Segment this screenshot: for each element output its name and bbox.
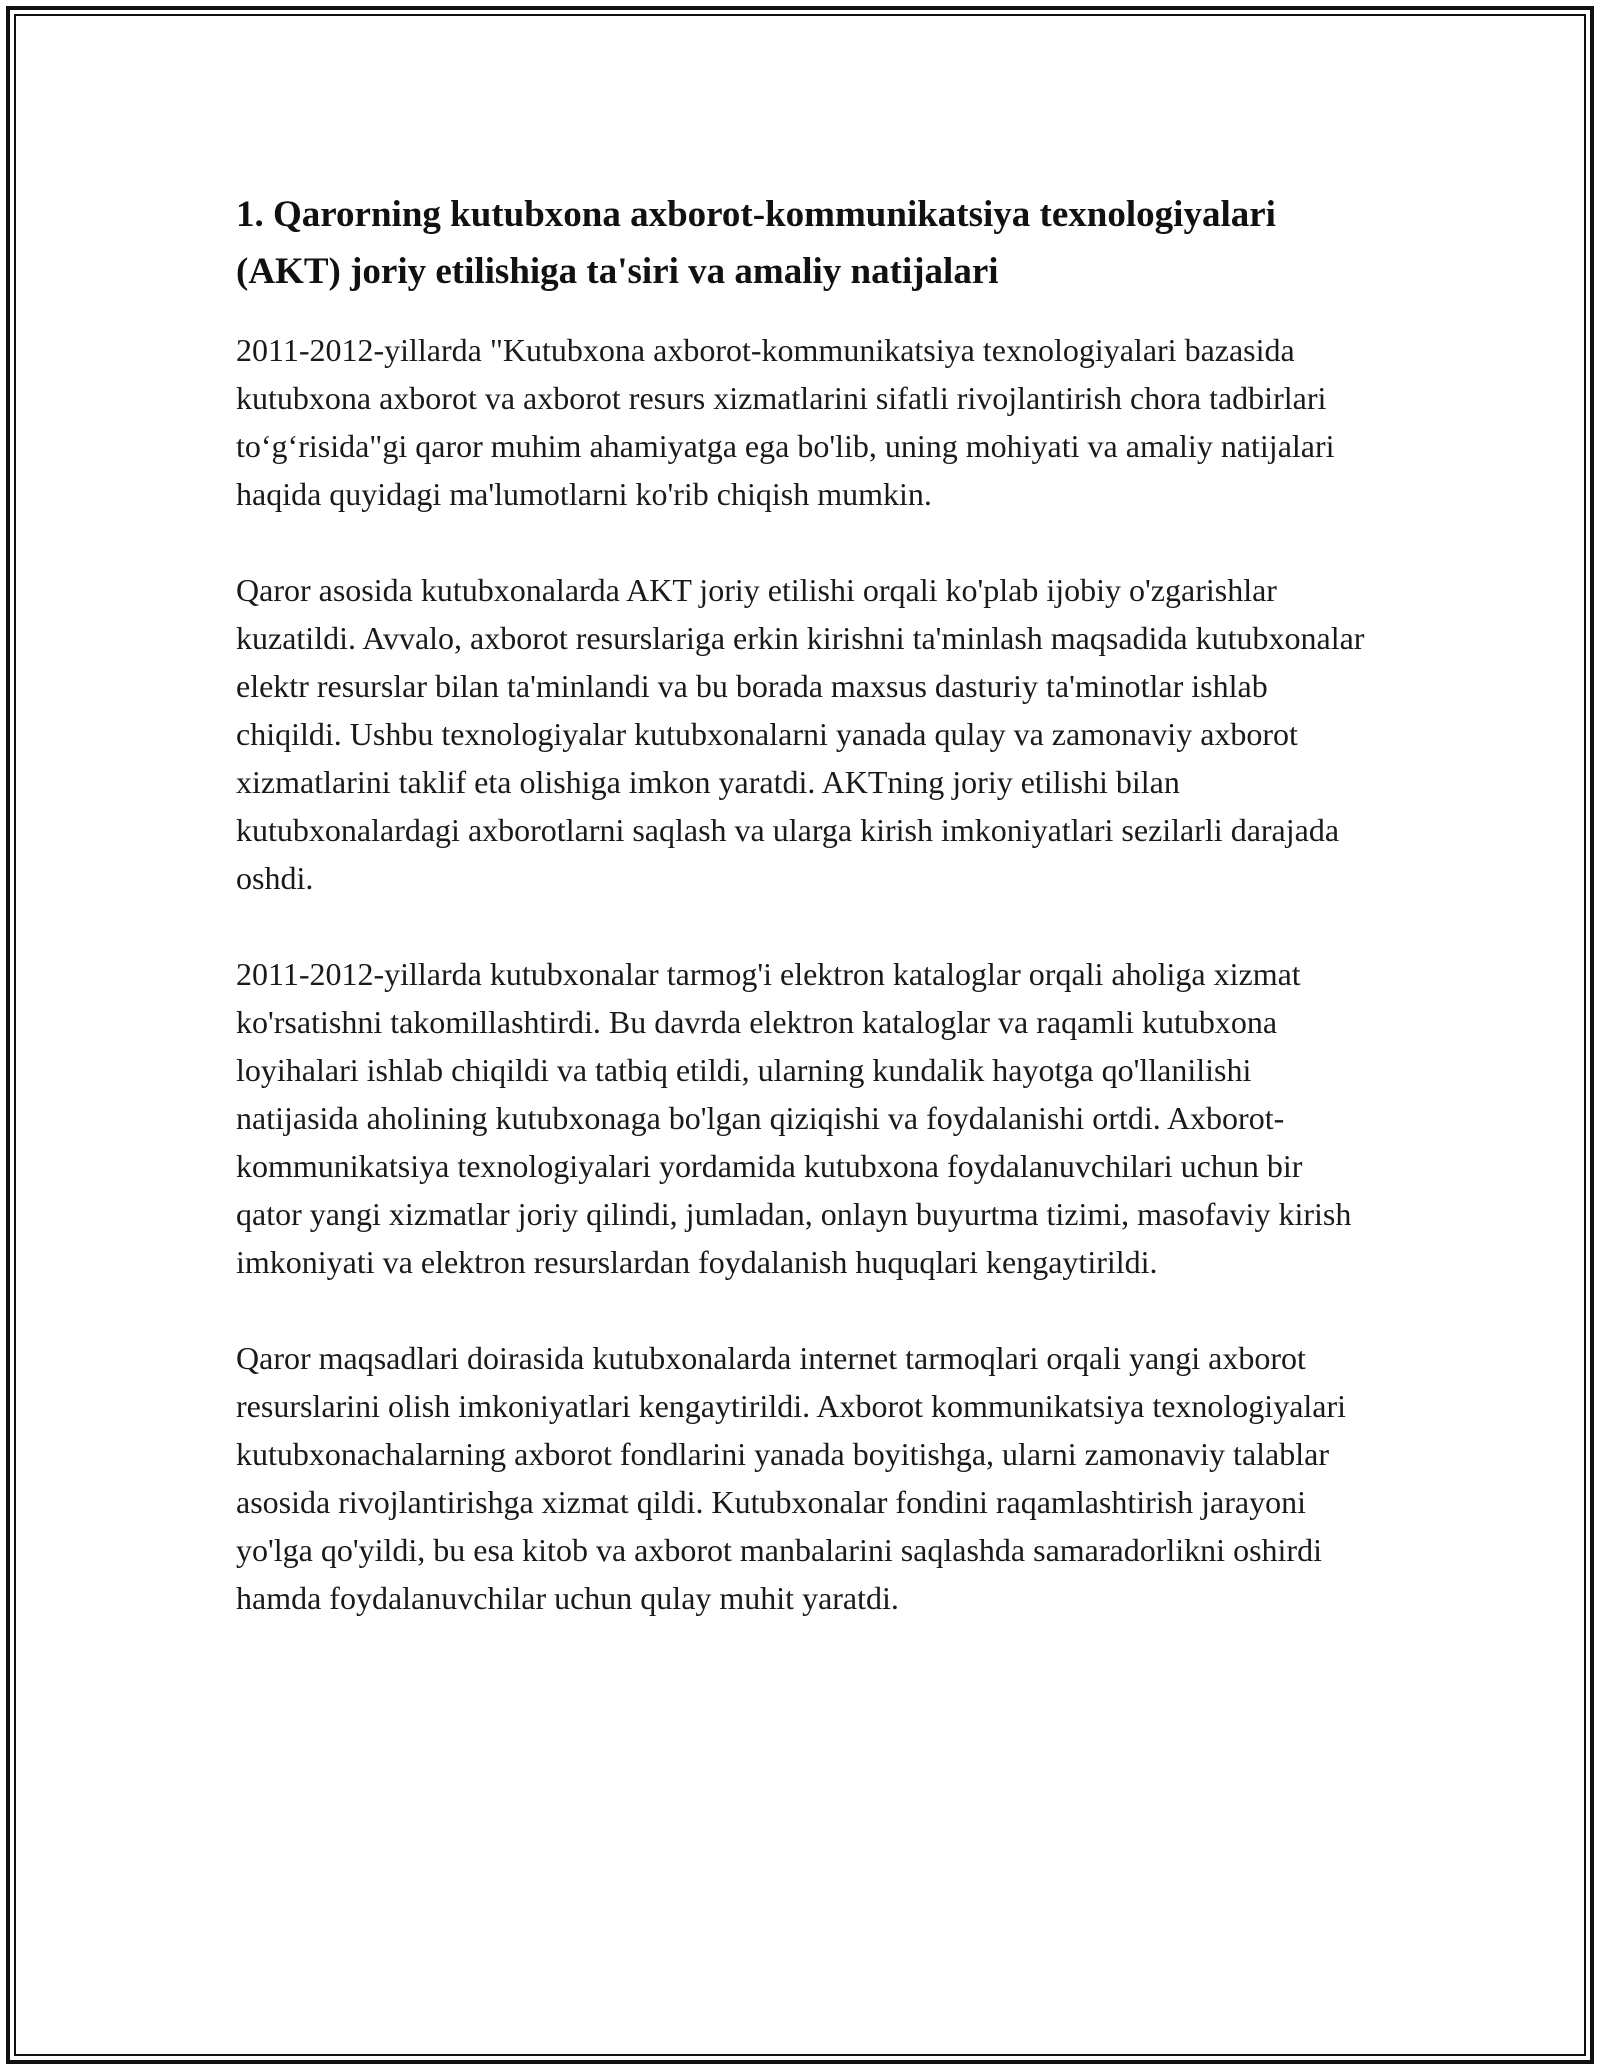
paragraph-internet-resources: Qaror maqsadlari doirasida kutubxonalarda internet tarmoqlari orqali yangi axborot resurslarini olish imkoniyatlari kengaytirildi. Axborot kommunikatsiya texnologiyalari kutubxonachalarning axborot fondlarini yanada boyitishga, ularni zamonaviy talablar asosida rivojlantirishga xizmat qildi. Kutubxonalar fondini raqamlashtirish jarayoni yo'lga qo'yildi, bu esa kitob va axborot manbalarini saqlashda samaradorlikni oshirdi hamda foydalanuvchilar uchun qulay muhit yaratdi.: [236, 1340, 1347, 1616]
section-heading: 1. Qarorning kutubxona axborot-kommunikatsiya texnologiyalari (AKT) joriy etilishiga ta'siri va amaliy natijalari: [236, 194, 1276, 292]
paragraph-intro: 2011-2012-yillarda "Kutubxona axborot-kommunikatsiya texnologiyalari bazasida kutubxona axborot va axborot resurs xizmatlarini sifatli rivojlantirish chora tadbirlari to‘g‘risida"gi qaror muhim ahamiyatga ega bo'lib, uning mohiyati va amaliy natijalari haqida quyidagi ma'lumotlarni ko'rib chiqish mumkin.: [236, 332, 1335, 512]
paragraph-electronic-catalogs: 2011-2012-yillarda kutubxonalar tarmog'i elektron kataloglar orqali aholiga xizmat ko'rsatishni takomillashtirdi. Bu davrda elektron kataloglar va raqamli kutubxona loyihalari ishlab chiqildi va tatbiq etildi, ularning kundalik hayotga qo'llanilishi natijasida aholining kutubxonaga bo'lgan qiziqishi va foydalanishi ortdi. Axborot-kommunikatsiya texnologiyalari yordamida kutubxona foydalanuvchilari uchun bir qator yangi xizmatlar joriy qilindi, jumladan, onlayn buyurtma tizimi, masofaviy kirish imkoniyati va elektron resurslardan foydalanish huquqlari kengaytirildi.: [236, 956, 1352, 1280]
document-body: [236, 186, 1368, 1670]
paragraph-akt-changes: Qaror asosida kutubxonalarda AKT joriy etilishi orqali ko'plab ijobiy o'zgarishlar kuzatildi. Avvalo, axborot resurslariga erkin kirishni ta'minlash maqsadida kutubxonalar elektr resurslar bilan ta'minlandi va bu borada maxsus dasturiy ta'minotlar ishlab chiqildi. Ushbu texnologiyalar kutubxonalarni yanada qulay va zamonaviy axborot xizmatlarini taklif eta olishiga imkon yaratdi. AKTning joriy etilishi bilan kutubxonalardagi axborotlarni saqlash va ularga kirish imkoniyatlari sezilarli darajada oshdi.: [236, 572, 1365, 896]
